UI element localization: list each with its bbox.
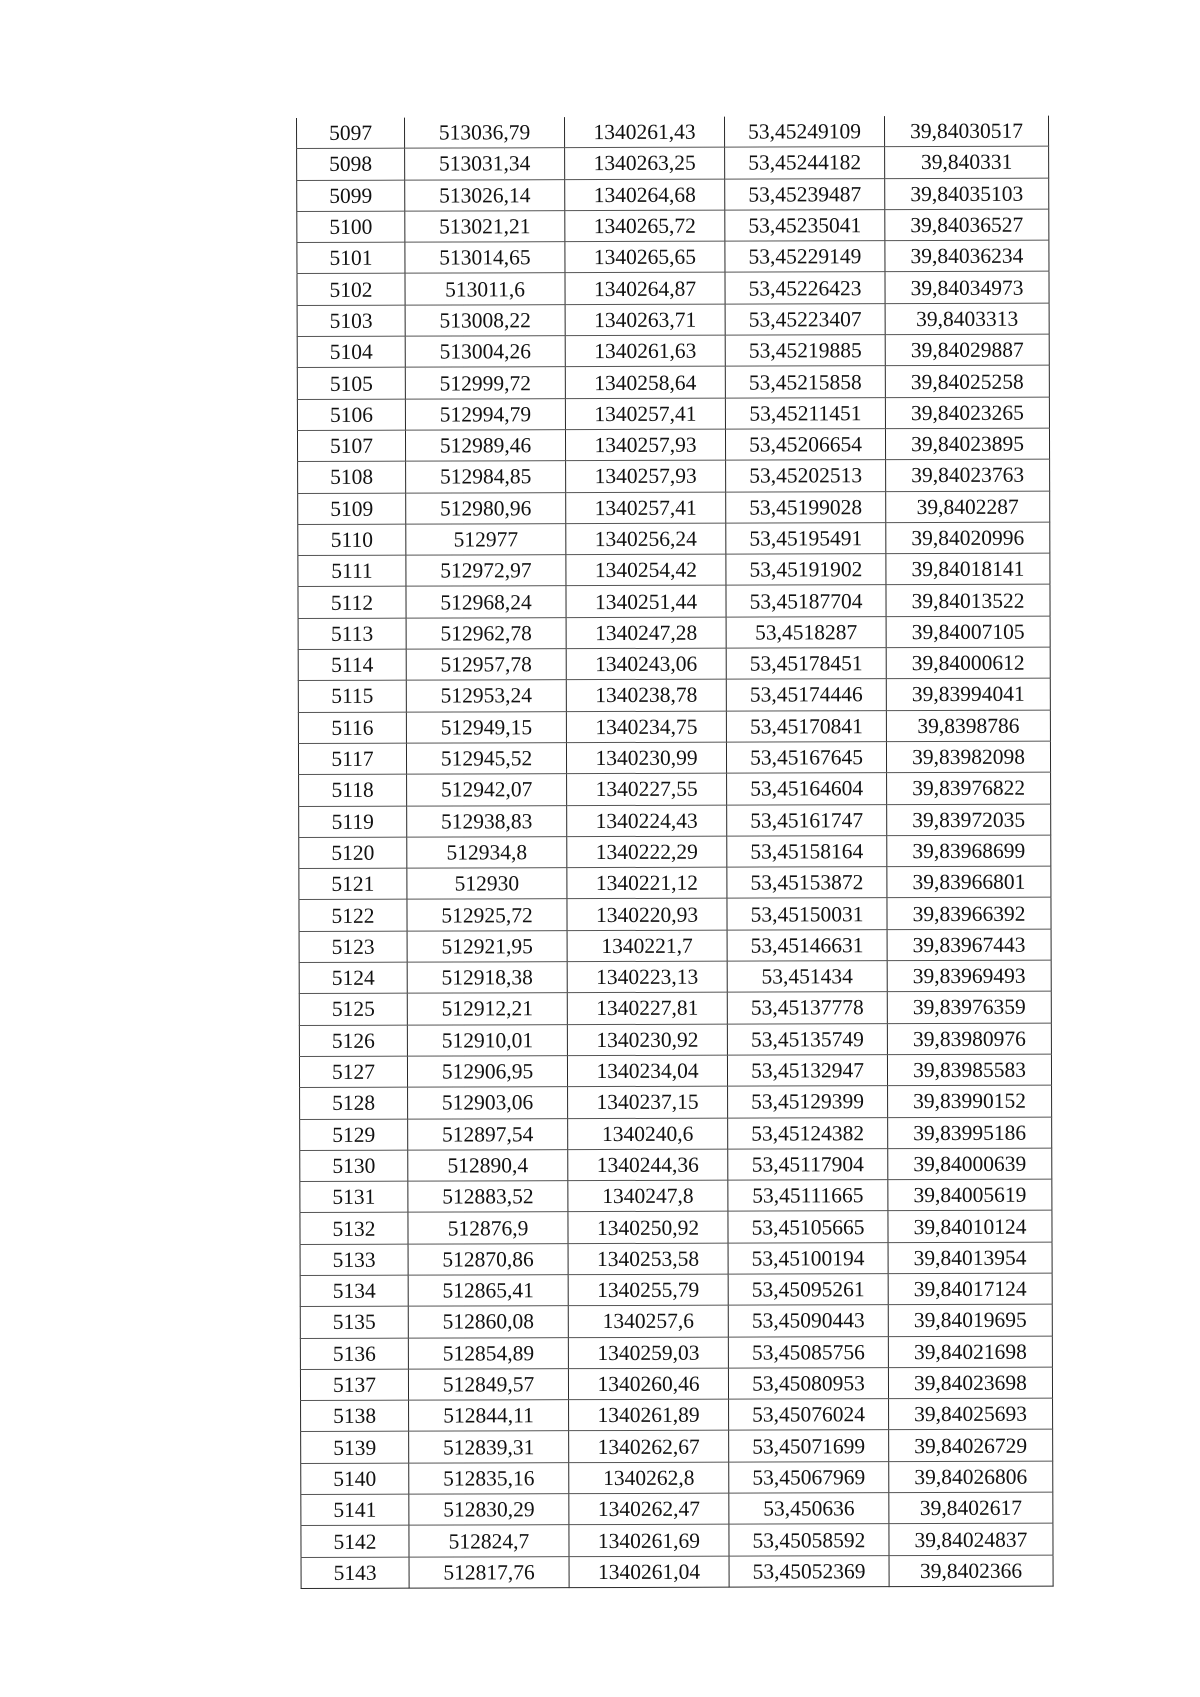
latitude-cell: 53,45090443 bbox=[728, 1305, 888, 1337]
latitude-cell: 53,451434 bbox=[727, 961, 887, 993]
point-number-cell: 5138 bbox=[301, 1400, 409, 1432]
y-coordinate-cell: 1340221,7 bbox=[567, 930, 727, 962]
longitude-cell: 39,84026806 bbox=[889, 1461, 1053, 1493]
x-coordinate-cell: 512860,08 bbox=[408, 1306, 568, 1338]
x-coordinate-cell: 513004,26 bbox=[405, 336, 565, 368]
longitude-cell: 39,84013954 bbox=[888, 1242, 1052, 1274]
y-coordinate-cell: 1340230,99 bbox=[566, 742, 726, 774]
y-coordinate-cell: 1340251,44 bbox=[566, 586, 726, 618]
table-row bbox=[300, 1211, 1052, 1245]
x-coordinate-cell: 512903,06 bbox=[408, 1087, 568, 1119]
table-row bbox=[301, 1398, 1053, 1432]
longitude-cell: 39,84024837 bbox=[889, 1523, 1053, 1555]
longitude-cell: 39,84023763 bbox=[886, 459, 1050, 491]
table-row bbox=[297, 428, 1049, 462]
y-coordinate-cell: 1340227,81 bbox=[567, 992, 727, 1024]
longitude-cell: 39,84020996 bbox=[886, 522, 1050, 554]
x-coordinate-cell: 512839,31 bbox=[409, 1431, 569, 1463]
x-coordinate-cell: 512876,9 bbox=[408, 1212, 568, 1244]
latitude-cell: 53,45100194 bbox=[728, 1242, 888, 1274]
x-coordinate-cell: 512953,24 bbox=[406, 680, 566, 712]
y-coordinate-cell: 1340257,41 bbox=[565, 398, 725, 430]
latitude-cell: 53,45223407 bbox=[725, 303, 885, 335]
point-number-cell: 5109 bbox=[298, 493, 406, 525]
table-row bbox=[300, 1085, 1052, 1119]
table-row bbox=[301, 1461, 1053, 1495]
point-number-cell: 5118 bbox=[299, 774, 407, 806]
point-number-cell: 5135 bbox=[300, 1306, 408, 1338]
latitude-cell: 53,45167645 bbox=[726, 742, 886, 774]
point-number-cell: 5140 bbox=[301, 1463, 409, 1495]
y-coordinate-cell: 1340222,29 bbox=[567, 836, 727, 868]
longitude-cell: 39,83976359 bbox=[887, 991, 1051, 1023]
longitude-cell: 39,8403313 bbox=[885, 303, 1049, 335]
longitude-cell: 39,84017124 bbox=[888, 1273, 1052, 1305]
y-coordinate-cell: 1340261,43 bbox=[564, 117, 724, 148]
table-row bbox=[297, 116, 1049, 149]
table-row bbox=[299, 991, 1051, 1025]
longitude-cell: 39,83980976 bbox=[887, 1023, 1051, 1055]
x-coordinate-cell: 512854,89 bbox=[408, 1337, 568, 1369]
point-number-cell: 5143 bbox=[301, 1557, 409, 1589]
latitude-cell: 53,45187704 bbox=[726, 585, 886, 617]
y-coordinate-cell: 1340265,72 bbox=[565, 210, 725, 242]
latitude-cell: 53,45111665 bbox=[728, 1180, 888, 1212]
latitude-cell: 53,45158164 bbox=[727, 835, 887, 867]
x-coordinate-cell: 512989,46 bbox=[405, 430, 565, 462]
table-row bbox=[301, 1492, 1053, 1526]
latitude-cell: 53,45199028 bbox=[726, 491, 886, 523]
point-number-cell: 5113 bbox=[298, 618, 406, 650]
table-row bbox=[297, 334, 1049, 368]
latitude-cell: 53,45170841 bbox=[726, 710, 886, 742]
point-number-cell: 5133 bbox=[300, 1244, 408, 1276]
longitude-cell: 39,8402366 bbox=[889, 1555, 1053, 1587]
y-coordinate-cell: 1340220,93 bbox=[567, 899, 727, 931]
table-row bbox=[300, 1273, 1052, 1307]
x-coordinate-cell: 512865,41 bbox=[408, 1275, 568, 1307]
table-row bbox=[297, 178, 1049, 212]
table-row bbox=[298, 522, 1050, 556]
longitude-cell: 39,84030517 bbox=[884, 116, 1048, 147]
y-coordinate-cell: 1340224,43 bbox=[567, 805, 727, 837]
x-coordinate-cell: 512870,86 bbox=[408, 1243, 568, 1275]
point-number-cell: 5134 bbox=[300, 1275, 408, 1307]
y-coordinate-cell: 1340237,15 bbox=[568, 1086, 728, 1118]
point-number-cell: 5110 bbox=[298, 524, 406, 556]
y-coordinate-cell: 1340223,13 bbox=[567, 961, 727, 993]
latitude-cell: 53,45146631 bbox=[727, 929, 887, 961]
table-row bbox=[299, 804, 1051, 838]
table-row bbox=[300, 1148, 1052, 1182]
longitude-cell: 39,84005619 bbox=[888, 1179, 1052, 1211]
latitude-cell: 53,45085756 bbox=[728, 1336, 888, 1368]
point-number-cell: 5141 bbox=[301, 1494, 409, 1526]
y-coordinate-cell: 1340265,65 bbox=[565, 241, 725, 273]
latitude-cell: 53,45124382 bbox=[728, 1117, 888, 1149]
x-coordinate-cell: 512962,78 bbox=[406, 617, 566, 649]
latitude-cell: 53,45105665 bbox=[728, 1211, 888, 1243]
longitude-cell: 39,83985583 bbox=[887, 1054, 1051, 1086]
y-coordinate-cell: 1340240,6 bbox=[568, 1118, 728, 1150]
longitude-cell: 39,840331 bbox=[885, 146, 1049, 178]
longitude-cell: 39,83972035 bbox=[887, 804, 1051, 836]
latitude-cell: 53,45202513 bbox=[726, 460, 886, 492]
x-coordinate-cell: 512921,95 bbox=[407, 930, 567, 962]
table-row bbox=[299, 1054, 1051, 1088]
longitude-cell: 39,84034973 bbox=[885, 272, 1049, 304]
x-coordinate-cell: 512938,83 bbox=[407, 805, 567, 837]
longitude-cell: 39,84000639 bbox=[888, 1148, 1052, 1180]
latitude-cell: 53,45239487 bbox=[725, 178, 885, 210]
x-coordinate-cell: 512844,11 bbox=[409, 1400, 569, 1432]
longitude-cell: 39,83976822 bbox=[887, 772, 1051, 804]
x-coordinate-cell: 512984,85 bbox=[406, 461, 566, 493]
x-coordinate-cell: 512942,07 bbox=[407, 774, 567, 806]
point-number-cell: 5115 bbox=[298, 681, 406, 713]
x-coordinate-cell: 512930 bbox=[407, 868, 567, 900]
latitude-cell: 53,45076024 bbox=[729, 1399, 889, 1431]
longitude-cell: 39,8402617 bbox=[889, 1492, 1053, 1524]
point-number-cell: 5125 bbox=[299, 993, 407, 1025]
table-row bbox=[298, 459, 1050, 493]
x-coordinate-cell: 513031,34 bbox=[405, 148, 565, 180]
longitude-cell: 39,84029887 bbox=[885, 334, 1049, 366]
table-row bbox=[299, 835, 1051, 869]
point-number-cell: 5122 bbox=[299, 900, 407, 932]
point-number-cell: 5098 bbox=[297, 148, 405, 180]
y-coordinate-cell: 1340262,67 bbox=[569, 1431, 729, 1463]
point-number-cell: 5097 bbox=[297, 118, 405, 149]
longitude-cell: 39,84025258 bbox=[885, 366, 1049, 398]
longitude-cell: 39,83966801 bbox=[887, 866, 1051, 898]
longitude-cell: 39,84023895 bbox=[885, 428, 1049, 460]
y-coordinate-cell: 1340250,92 bbox=[568, 1212, 728, 1244]
y-coordinate-cell: 1340234,04 bbox=[567, 1055, 727, 1087]
coordinate-table-container bbox=[296, 116, 1053, 1589]
x-coordinate-cell: 512968,24 bbox=[406, 586, 566, 618]
latitude-cell: 53,45219885 bbox=[725, 335, 885, 367]
table-row bbox=[299, 929, 1051, 963]
point-number-cell: 5120 bbox=[299, 837, 407, 869]
point-number-cell: 5130 bbox=[300, 1150, 408, 1182]
y-coordinate-cell: 1340247,8 bbox=[568, 1180, 728, 1212]
latitude-cell: 53,45174446 bbox=[726, 679, 886, 711]
latitude-cell: 53,45153872 bbox=[727, 867, 887, 899]
table-row bbox=[298, 710, 1050, 744]
latitude-cell: 53,45235041 bbox=[725, 210, 885, 242]
latitude-cell: 53,45244182 bbox=[725, 147, 885, 179]
point-number-cell: 5107 bbox=[297, 430, 405, 462]
latitude-cell: 53,45178451 bbox=[726, 648, 886, 680]
y-coordinate-cell: 1340262,8 bbox=[569, 1462, 729, 1494]
latitude-cell: 53,45161747 bbox=[727, 804, 887, 836]
x-coordinate-cell: 512999,72 bbox=[405, 367, 565, 399]
longitude-cell: 39,84019695 bbox=[888, 1304, 1052, 1336]
longitude-cell: 39,83968699 bbox=[887, 835, 1051, 867]
x-coordinate-cell: 512897,54 bbox=[408, 1118, 568, 1150]
y-coordinate-cell: 1340257,93 bbox=[566, 460, 726, 492]
x-coordinate-cell: 512910,01 bbox=[407, 1024, 567, 1056]
longitude-cell: 39,84023698 bbox=[888, 1367, 1052, 1399]
y-coordinate-cell: 1340257,41 bbox=[566, 492, 726, 524]
latitude-cell: 53,45195491 bbox=[726, 523, 886, 555]
point-number-cell: 5137 bbox=[300, 1369, 408, 1401]
table-row bbox=[299, 772, 1051, 806]
latitude-cell: 53,45215858 bbox=[725, 366, 885, 398]
latitude-cell: 53,45249109 bbox=[724, 116, 884, 147]
longitude-cell: 39,84021698 bbox=[888, 1336, 1052, 1368]
x-coordinate-cell: 512824,7 bbox=[409, 1525, 569, 1557]
point-number-cell: 5105 bbox=[297, 368, 405, 400]
table-row bbox=[301, 1555, 1053, 1589]
longitude-cell: 39,83967443 bbox=[887, 929, 1051, 961]
table-row bbox=[298, 647, 1050, 681]
longitude-cell: 39,83995186 bbox=[888, 1117, 1052, 1149]
y-coordinate-cell: 1340238,78 bbox=[566, 679, 726, 711]
table-row bbox=[297, 366, 1049, 400]
x-coordinate-cell: 512912,21 bbox=[407, 993, 567, 1025]
point-number-cell: 5131 bbox=[300, 1181, 408, 1213]
longitude-cell: 39,84013522 bbox=[886, 585, 1050, 617]
x-coordinate-cell: 512918,38 bbox=[407, 962, 567, 994]
table-row bbox=[299, 960, 1051, 994]
y-coordinate-cell: 1340244,36 bbox=[568, 1149, 728, 1181]
point-number-cell: 5139 bbox=[301, 1432, 409, 1464]
table-row bbox=[300, 1117, 1052, 1151]
latitude-cell: 53,45135749 bbox=[727, 1023, 887, 1055]
y-coordinate-cell: 1340259,03 bbox=[568, 1337, 728, 1369]
table-row bbox=[301, 1430, 1053, 1464]
point-number-cell: 5128 bbox=[300, 1087, 408, 1119]
longitude-cell: 39,84025693 bbox=[889, 1398, 1053, 1430]
y-coordinate-cell: 1340263,25 bbox=[565, 147, 725, 179]
table-row bbox=[298, 585, 1050, 619]
x-coordinate-cell: 512972,97 bbox=[406, 555, 566, 587]
longitude-cell: 39,84010124 bbox=[888, 1211, 1052, 1243]
coordinate-table bbox=[296, 116, 1054, 1589]
table-row bbox=[298, 553, 1050, 587]
latitude-cell: 53,45058592 bbox=[729, 1524, 889, 1556]
table-row bbox=[297, 146, 1049, 180]
point-number-cell: 5124 bbox=[299, 962, 407, 994]
y-coordinate-cell: 1340260,46 bbox=[568, 1368, 728, 1400]
point-number-cell: 5126 bbox=[299, 1025, 407, 1057]
x-coordinate-cell: 512817,76 bbox=[409, 1556, 569, 1588]
y-coordinate-cell: 1340247,28 bbox=[566, 617, 726, 649]
y-coordinate-cell: 1340261,89 bbox=[569, 1399, 729, 1431]
y-coordinate-cell: 1340221,12 bbox=[567, 867, 727, 899]
table-row bbox=[299, 898, 1051, 932]
x-coordinate-cell: 512925,72 bbox=[407, 899, 567, 931]
y-coordinate-cell: 1340255,79 bbox=[568, 1274, 728, 1306]
y-coordinate-cell: 1340264,87 bbox=[565, 273, 725, 305]
longitude-cell: 39,84000612 bbox=[886, 647, 1050, 679]
point-number-cell: 5119 bbox=[299, 806, 407, 838]
y-coordinate-cell: 1340234,75 bbox=[566, 711, 726, 743]
x-coordinate-cell: 513021,21 bbox=[405, 211, 565, 243]
point-number-cell: 5127 bbox=[299, 1056, 407, 1088]
point-number-cell: 5111 bbox=[298, 555, 406, 587]
table-row bbox=[297, 397, 1049, 431]
point-number-cell: 5129 bbox=[300, 1119, 408, 1151]
y-coordinate-cell: 1340262,47 bbox=[569, 1493, 729, 1525]
point-number-cell: 5103 bbox=[297, 305, 405, 337]
longitude-cell: 39,84026729 bbox=[889, 1430, 1053, 1462]
table-row bbox=[300, 1367, 1052, 1401]
latitude-cell: 53,45137778 bbox=[727, 992, 887, 1024]
point-number-cell: 5108 bbox=[298, 461, 406, 493]
latitude-cell: 53,45067969 bbox=[729, 1461, 889, 1493]
y-coordinate-cell: 1340261,63 bbox=[565, 335, 725, 367]
x-coordinate-cell: 512890,4 bbox=[408, 1149, 568, 1181]
table-row bbox=[298, 616, 1050, 650]
point-number-cell: 5117 bbox=[298, 743, 406, 775]
latitude-cell: 53,4518287 bbox=[726, 616, 886, 648]
table-row bbox=[300, 1336, 1052, 1370]
longitude-cell: 39,83994041 bbox=[886, 678, 1050, 710]
y-coordinate-cell: 1340243,06 bbox=[566, 648, 726, 680]
x-coordinate-cell: 513036,79 bbox=[404, 117, 564, 148]
longitude-cell: 39,83969493 bbox=[887, 960, 1051, 992]
x-coordinate-cell: 512945,52 bbox=[406, 743, 566, 775]
point-number-cell: 5112 bbox=[298, 587, 406, 619]
x-coordinate-cell: 512934,8 bbox=[407, 836, 567, 868]
latitude-cell: 53,45211451 bbox=[725, 397, 885, 429]
point-number-cell: 5116 bbox=[298, 712, 406, 744]
table-row bbox=[297, 209, 1049, 243]
table-row bbox=[298, 678, 1050, 712]
table-row bbox=[297, 272, 1049, 306]
x-coordinate-cell: 512977 bbox=[406, 524, 566, 556]
latitude-cell: 53,45164604 bbox=[727, 773, 887, 805]
table-row bbox=[299, 1023, 1051, 1057]
y-coordinate-cell: 1340227,55 bbox=[567, 773, 727, 805]
point-number-cell: 5106 bbox=[297, 399, 405, 431]
point-number-cell: 5100 bbox=[297, 211, 405, 243]
longitude-cell: 39,84036234 bbox=[885, 240, 1049, 272]
longitude-cell: 39,84036527 bbox=[885, 209, 1049, 241]
point-number-cell: 5121 bbox=[299, 868, 407, 900]
x-coordinate-cell: 512949,15 bbox=[406, 711, 566, 743]
y-coordinate-cell: 1340230,92 bbox=[567, 1024, 727, 1056]
table-row bbox=[299, 866, 1051, 900]
y-coordinate-cell: 1340258,64 bbox=[565, 367, 725, 399]
point-number-cell: 5102 bbox=[297, 274, 405, 306]
point-number-cell: 5101 bbox=[297, 242, 405, 274]
point-number-cell: 5142 bbox=[301, 1526, 409, 1558]
latitude-cell: 53,45226423 bbox=[725, 272, 885, 304]
y-coordinate-cell: 1340256,24 bbox=[566, 523, 726, 555]
table-row bbox=[300, 1304, 1052, 1338]
y-coordinate-cell: 1340264,68 bbox=[565, 179, 725, 211]
table-row bbox=[297, 303, 1049, 337]
table-row bbox=[300, 1242, 1052, 1276]
x-coordinate-cell: 512906,95 bbox=[407, 1056, 567, 1088]
longitude-cell: 39,8402287 bbox=[886, 491, 1050, 523]
x-coordinate-cell: 513011,6 bbox=[405, 273, 565, 305]
table-row bbox=[298, 741, 1050, 775]
latitude-cell: 53,45052369 bbox=[729, 1555, 889, 1587]
latitude-cell: 53,45191902 bbox=[726, 554, 886, 586]
y-coordinate-cell: 1340254,42 bbox=[566, 554, 726, 586]
point-number-cell: 5132 bbox=[300, 1213, 408, 1245]
table-row bbox=[301, 1523, 1053, 1557]
point-number-cell: 5123 bbox=[299, 931, 407, 963]
latitude-cell: 53,45132947 bbox=[727, 1055, 887, 1087]
latitude-cell: 53,45206654 bbox=[725, 429, 885, 461]
longitude-cell: 39,84007105 bbox=[886, 616, 1050, 648]
point-number-cell: 5114 bbox=[298, 649, 406, 681]
x-coordinate-cell: 513026,14 bbox=[405, 179, 565, 211]
longitude-cell: 39,84018141 bbox=[886, 553, 1050, 585]
longitude-cell: 39,83982098 bbox=[886, 741, 1050, 773]
y-coordinate-cell: 1340261,04 bbox=[569, 1556, 729, 1588]
coordinate-table-body bbox=[297, 116, 1054, 1589]
y-coordinate-cell: 1340261,69 bbox=[569, 1525, 729, 1557]
longitude-cell: 39,84035103 bbox=[885, 178, 1049, 210]
x-coordinate-cell: 512849,57 bbox=[408, 1369, 568, 1401]
latitude-cell: 53,45080953 bbox=[728, 1368, 888, 1400]
longitude-cell: 39,83990152 bbox=[888, 1085, 1052, 1117]
x-coordinate-cell: 513008,22 bbox=[405, 304, 565, 336]
point-number-cell: 5099 bbox=[297, 180, 405, 212]
longitude-cell: 39,84023265 bbox=[885, 397, 1049, 429]
latitude-cell: 53,45229149 bbox=[725, 241, 885, 273]
x-coordinate-cell: 512835,16 bbox=[409, 1462, 569, 1494]
latitude-cell: 53,45071699 bbox=[729, 1430, 889, 1462]
latitude-cell: 53,45150031 bbox=[727, 898, 887, 930]
x-coordinate-cell: 512883,52 bbox=[408, 1181, 568, 1213]
table-row bbox=[298, 491, 1050, 525]
longitude-cell: 39,8398786 bbox=[886, 710, 1050, 742]
latitude-cell: 53,450636 bbox=[729, 1493, 889, 1525]
y-coordinate-cell: 1340257,6 bbox=[568, 1305, 728, 1337]
point-number-cell: 5136 bbox=[300, 1338, 408, 1370]
x-coordinate-cell: 513014,65 bbox=[405, 242, 565, 274]
y-coordinate-cell: 1340257,93 bbox=[565, 429, 725, 461]
y-coordinate-cell: 1340253,58 bbox=[568, 1243, 728, 1275]
latitude-cell: 53,45117904 bbox=[728, 1148, 888, 1180]
table-row bbox=[300, 1179, 1052, 1213]
x-coordinate-cell: 512980,96 bbox=[406, 492, 566, 524]
latitude-cell: 53,45129399 bbox=[728, 1086, 888, 1118]
x-coordinate-cell: 512957,78 bbox=[406, 649, 566, 681]
y-coordinate-cell: 1340263,71 bbox=[565, 304, 725, 336]
longitude-cell: 39,83966392 bbox=[887, 898, 1051, 930]
x-coordinate-cell: 512830,29 bbox=[409, 1494, 569, 1526]
point-number-cell: 5104 bbox=[297, 336, 405, 368]
table-row bbox=[297, 240, 1049, 274]
x-coordinate-cell: 512994,79 bbox=[405, 398, 565, 430]
latitude-cell: 53,45095261 bbox=[728, 1274, 888, 1306]
